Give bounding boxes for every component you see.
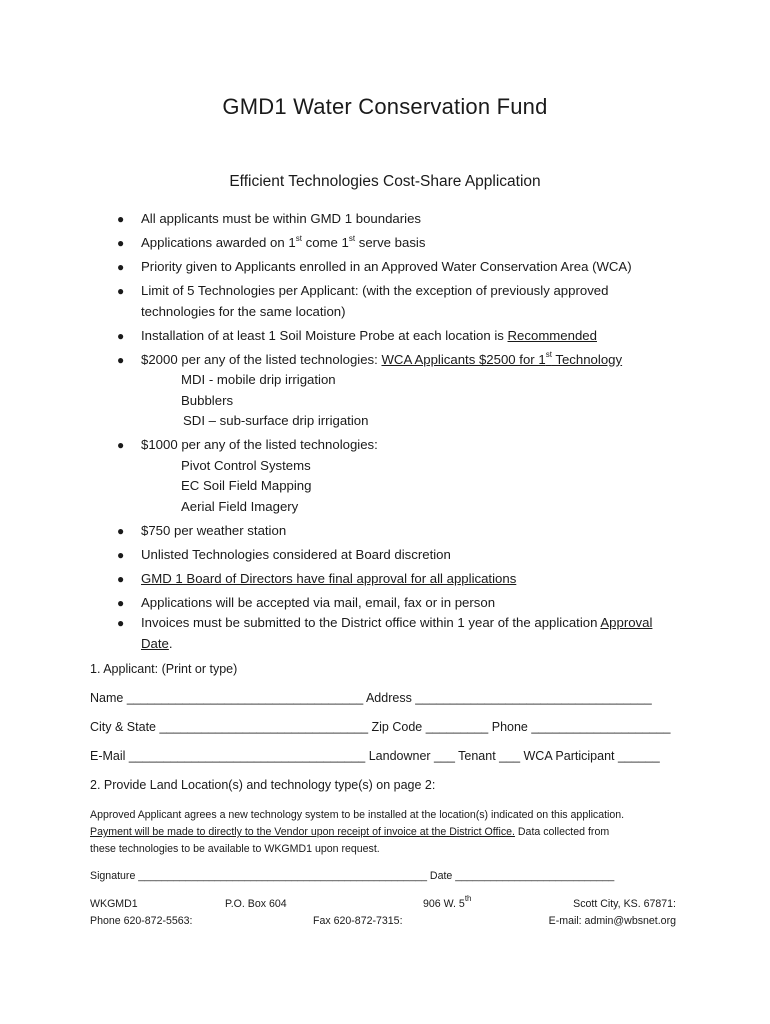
technology-item: SDI – sub-surface drip irrigation (183, 413, 369, 428)
bullet-icon: ● (117, 547, 125, 562)
approval-agreement-text: Approved Applicant agrees a new technology system to be installed at the location(s) indicated on this application. (90, 809, 625, 821)
footer-email: E-mail: admin@wbsnet.org (548, 915, 676, 927)
list-item: ● $1000 per any of the listed technologies: Pivot Control Systems EC Soil Field Mapping Aerial Field Imagery (113, 435, 673, 517)
list-item: ● Limit of 5 Technologies per Applicant: (with the exception of previously approved technologies for the same location) (117, 283, 609, 319)
approval-date-text: Approval Date (141, 615, 653, 651)
list-item: ● Applications awarded on 1st come 1st serve basis (113, 233, 673, 254)
footer-fax: Fax 620-872-7315: (313, 915, 403, 927)
technology-item: Pivot Control Systems (181, 457, 311, 473)
email-landowner-field-line[interactable]: E-Mail __________________________________ Landowner ___ Tenant ___ WCA Participant ______ (90, 749, 660, 763)
footer-street: 906 W. 5th (423, 894, 472, 910)
technology-item: Bubblers (181, 392, 234, 408)
bullet-icon: ● (117, 260, 125, 274)
recommended-text: Recommended (507, 327, 597, 343)
footer-org: WKGMD1 (90, 898, 138, 910)
city-zip-phone-field-line[interactable]: City & State ______________________________ Zip Code _________ Phone ____________________ (90, 720, 671, 734)
section-applicant-heading: 1. Applicant: (Print or type) (90, 662, 238, 676)
bullet-icon: ● (117, 212, 125, 226)
technology-item: Aerial Field Imagery (181, 498, 299, 514)
bullet-icon: ● (117, 616, 125, 630)
wca-bonus-text: WCA Applicants $2500 for 1st Technology (381, 350, 623, 367)
list-item: ● All applicants must be within GMD 1 boundaries (113, 209, 673, 230)
list-item: ● $2000 per any of the listed technologies: WCA Applicants $2500 for 1st Technology MDI - mobile drip irrigation Bubblers SDI – sub-surface drip irrigation (113, 350, 673, 432)
list-item: ● GMD 1 Board of Directors have final approval for all applications (113, 569, 673, 590)
footer-city: Scott City, KS. 67871: (573, 898, 676, 910)
bullet-icon: ● (117, 328, 125, 343)
data-availability-text: these technologies to be available to WKGMD1 upon request. (90, 843, 380, 855)
payment-text: Payment will be made to directly to the Vendor upon receipt of invoice at the District Office. Data collected from (90, 826, 610, 838)
footer-phone: Phone 620-872-5563: (90, 915, 193, 927)
bullet-icon: ● (117, 284, 125, 298)
section-land-location-heading: 2. Provide Land Location(s) and technology type(s) on page 2: (90, 778, 436, 792)
technology-item: EC Soil Field Mapping (181, 478, 312, 493)
list-item: ● Invoices must be submitted to the District office within 1 year of the application Approval Date. (117, 615, 653, 651)
bullet-icon: ● (117, 595, 125, 610)
signature-date-field-line[interactable]: Signature _________________________________________________ Date ___________________________ (90, 870, 615, 882)
bullet-icon: ● (117, 571, 125, 586)
bullet-icon: ● (117, 523, 125, 538)
eligibility-bullet-list (113, 209, 673, 658)
list-item: ● $750 per weather station (113, 521, 673, 542)
document-subtitle: Efficient Technologies Cost-Share Application (229, 173, 541, 190)
name-address-field-line[interactable]: Name __________________________________ Address __________________________________ (90, 691, 652, 705)
list-item: ● Unlisted Technologies considered at Board discretion (113, 545, 673, 566)
bullet-icon: ● (117, 438, 125, 452)
bullet-icon: ● (117, 352, 125, 367)
list-item: ● Installation of at least 1 Soil Moisture Probe at each location is Recommended (113, 326, 673, 347)
list-item: ● Applications will be accepted via mail, email, fax or in person (113, 593, 673, 614)
list-item: ● Priority given to Applicants enrolled in an Approved Water Conservation Area (WCA) (113, 257, 673, 278)
document-title: GMD1 Water Conservation Fund (222, 94, 548, 119)
technology-item: MDI - mobile drip irrigation (181, 372, 336, 387)
bullet-icon: ● (117, 236, 125, 250)
footer-pobox: P.O. Box 604 (225, 898, 287, 910)
